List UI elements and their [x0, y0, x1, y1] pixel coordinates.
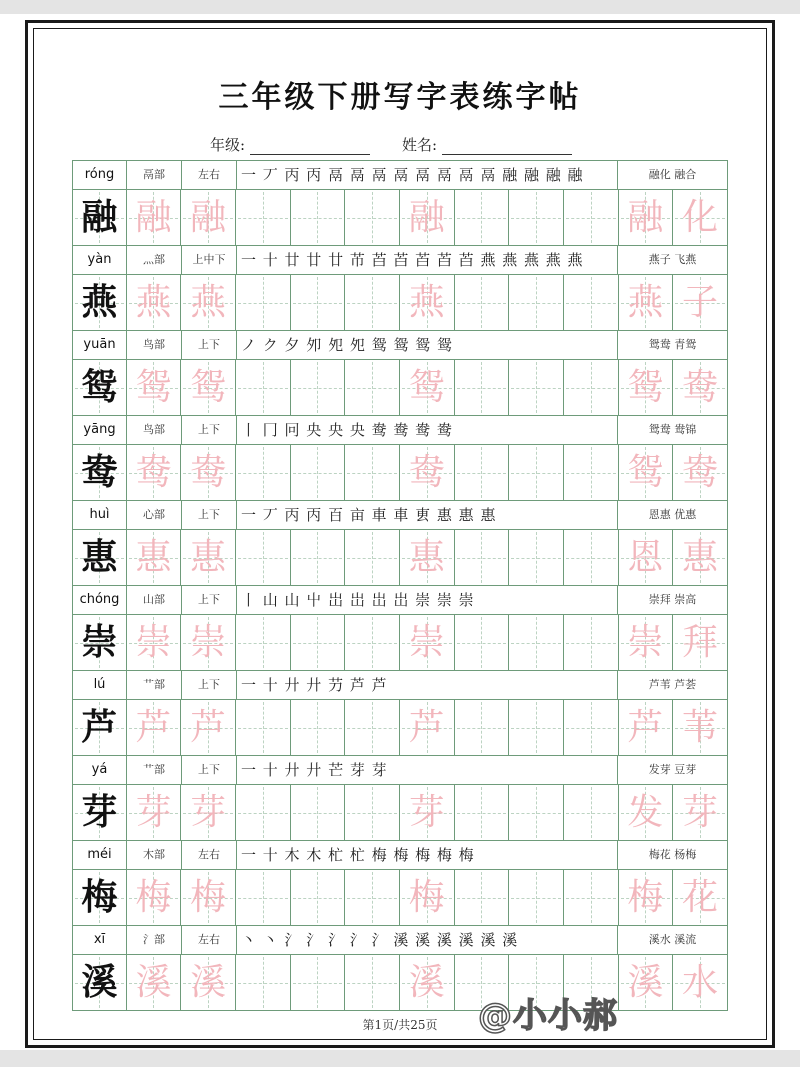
trace-char: 溪	[190, 962, 227, 1003]
blank-practice-cell[interactable]	[236, 700, 291, 755]
blank-practice-cell[interactable]	[509, 615, 564, 670]
stroke-order: 丨 冂 冋 央 央 央 鸯 鸯 鸯 鸯	[237, 416, 618, 444]
blank-practice-cell[interactable]	[455, 360, 510, 415]
radical-label: 灬部	[127, 246, 182, 274]
trace-cell[interactable]	[127, 785, 182, 840]
stroke-order: 丶 丶 氵 氵 氵 氵 氵 溪 溪 溪 溪 溪 溪	[237, 926, 618, 954]
word-trace-cell[interactable]	[673, 530, 728, 585]
trace-char: 燕	[408, 282, 445, 323]
char-info-row	[72, 330, 728, 359]
radical-label: 木部	[127, 841, 182, 869]
radical-label: 艹部	[127, 756, 182, 784]
trace-cell[interactable]	[127, 955, 182, 1010]
trace-char: 溪	[135, 962, 172, 1003]
radical-label: 山部	[127, 586, 182, 614]
trace-cell[interactable]	[400, 275, 455, 330]
trace-char: 燕	[135, 282, 172, 323]
blank-practice-cell[interactable]	[509, 445, 564, 500]
word-trace-cell[interactable]	[673, 700, 728, 755]
writing-row	[72, 614, 728, 670]
blank-practice-cell[interactable]	[236, 360, 291, 415]
char-info-row	[72, 755, 728, 784]
trace-char: 崇	[408, 622, 445, 663]
stroke-order: 一 十 廾 廾 芒 芽 芽	[237, 756, 618, 784]
trace-cell[interactable]	[181, 785, 236, 840]
blank-practice-cell[interactable]	[564, 785, 619, 840]
trace-char: 鸳	[190, 367, 227, 408]
writing-row	[72, 444, 728, 500]
structure-label: 左右	[182, 161, 237, 189]
blank-practice-cell[interactable]	[455, 275, 510, 330]
structure-label: 上下	[182, 671, 237, 699]
char-info-row	[72, 415, 728, 444]
page-title: 三年级下册写字表练字帖	[218, 80, 582, 115]
blank-practice-cell[interactable]	[564, 445, 619, 500]
word-examples: 燕子 飞燕	[618, 246, 728, 274]
trace-cell[interactable]	[181, 530, 236, 585]
blank-practice-cell[interactable]	[345, 615, 400, 670]
blank-practice-cell[interactable]	[564, 700, 619, 755]
trace-char: 鸳	[135, 367, 172, 408]
blank-practice-cell[interactable]	[236, 445, 291, 500]
trace-char: 融	[408, 197, 445, 238]
trace-char: 溪	[408, 962, 445, 1003]
model-char: 燕	[81, 281, 118, 323]
word-examples: 融化 融合	[618, 161, 728, 189]
model-char-cell[interactable]	[72, 955, 127, 1010]
word-trace-cell[interactable]	[619, 785, 674, 840]
pinyin-label: yuān	[72, 331, 127, 359]
word-trace-cell[interactable]	[619, 870, 674, 925]
blank-practice-cell[interactable]	[291, 785, 346, 840]
blank-practice-cell[interactable]	[236, 190, 291, 245]
trace-cell[interactable]	[400, 445, 455, 500]
blank-practice-cell[interactable]	[291, 700, 346, 755]
trace-cell[interactable]	[181, 955, 236, 1010]
word-examples: 崇拜 崇高	[618, 586, 728, 614]
char-info-row	[72, 160, 728, 189]
stroke-order: 一 十 廾 廾 芀 芦 芦	[237, 671, 618, 699]
writing-row	[72, 869, 728, 925]
writing-row	[72, 784, 728, 840]
model-char: 惠	[81, 536, 118, 578]
structure-label: 左右	[182, 841, 237, 869]
writing-row	[72, 529, 728, 585]
radical-label: 氵部	[127, 926, 182, 954]
grade-field	[210, 134, 370, 155]
writing-row	[72, 274, 728, 330]
trace-cell[interactable]	[400, 700, 455, 755]
blank-practice-cell[interactable]	[455, 615, 510, 670]
blank-practice-cell[interactable]	[564, 615, 619, 670]
blank-practice-cell[interactable]	[509, 700, 564, 755]
word-trace-char: 芽	[682, 792, 719, 833]
stroke-order: 一 丆 丙 丙 鬲 鬲 鬲 鬲 鬲 鬲 鬲 鬲 融 融 融 融	[237, 161, 618, 189]
word-trace-cell[interactable]	[619, 955, 674, 1010]
blank-practice-cell[interactable]	[291, 275, 346, 330]
char-info-row	[72, 245, 728, 274]
trace-char: 梅	[135, 877, 172, 918]
pinyin-label: lú	[72, 671, 127, 699]
blank-practice-cell[interactable]	[509, 190, 564, 245]
pinyin-label: yá	[72, 756, 127, 784]
stroke-order: 一 丆 丙 丙 百 亩 車 車 叀 惠 惠 惠	[237, 501, 618, 529]
trace-cell[interactable]	[127, 615, 182, 670]
blank-practice-cell[interactable]	[455, 700, 510, 755]
blank-practice-cell[interactable]	[345, 785, 400, 840]
page-number: 第1页/共25页	[362, 1018, 438, 1032]
word-trace-char: 崇	[627, 622, 664, 663]
blank-practice-cell[interactable]	[455, 530, 510, 585]
word-examples: 芦苇 芦荟	[618, 671, 728, 699]
structure-label: 上下	[182, 586, 237, 614]
radical-label: 心部	[127, 501, 182, 529]
word-trace-cell[interactable]	[673, 445, 728, 500]
trace-cell[interactable]	[127, 700, 182, 755]
word-trace-char: 融	[627, 197, 664, 238]
blank-practice-cell[interactable]	[345, 190, 400, 245]
name-blank	[442, 140, 572, 155]
blank-practice-cell[interactable]	[291, 870, 346, 925]
trace-char: 芦	[408, 707, 445, 748]
blank-practice-cell[interactable]	[345, 955, 400, 1010]
trace-cell[interactable]	[181, 445, 236, 500]
trace-cell[interactable]	[127, 870, 182, 925]
model-char: 芦	[81, 706, 118, 748]
word-trace-cell[interactable]	[673, 615, 728, 670]
stroke-order: 一 十 木 木 杧 杧 梅 梅 梅 梅 梅	[237, 841, 618, 869]
blank-practice-cell[interactable]	[564, 530, 619, 585]
trace-cell[interactable]	[127, 530, 182, 585]
structure-label: 上中下	[182, 246, 237, 274]
blank-practice-cell[interactable]	[291, 360, 346, 415]
model-char: 崇	[81, 621, 118, 663]
blank-practice-cell[interactable]	[564, 275, 619, 330]
trace-cell[interactable]	[181, 700, 236, 755]
blank-practice-cell[interactable]	[345, 275, 400, 330]
pinyin-label: róng	[72, 161, 127, 189]
trace-char: 燕	[190, 282, 227, 323]
char-info-row	[72, 925, 728, 954]
word-trace-char: 子	[682, 282, 719, 323]
stroke-order: 丨 山 山 屮 岀 岀 岀 岀 崇 崇 崇	[237, 586, 618, 614]
model-char-cell[interactable]	[72, 785, 127, 840]
word-trace-char: 发	[627, 792, 664, 833]
word-examples: 鸳鸯 青鸳	[618, 331, 728, 359]
blank-practice-cell[interactable]	[345, 700, 400, 755]
model-char: 溪	[81, 961, 118, 1003]
blank-practice-cell[interactable]	[455, 785, 510, 840]
model-char: 鸯	[81, 451, 118, 493]
word-trace-cell[interactable]	[673, 190, 728, 245]
trace-cell[interactable]	[400, 955, 455, 1010]
blank-practice-cell[interactable]	[236, 785, 291, 840]
char-info-row	[72, 500, 728, 529]
model-char-cell[interactable]	[72, 615, 127, 670]
pinyin-label: xī	[72, 926, 127, 954]
trace-char: 梅	[190, 877, 227, 918]
trace-cell[interactable]	[400, 530, 455, 585]
word-trace-char: 惠	[682, 537, 719, 578]
name-label: 姓名:	[402, 136, 438, 154]
blank-practice-cell[interactable]	[509, 785, 564, 840]
blank-practice-cell[interactable]	[236, 870, 291, 925]
word-trace-cell[interactable]	[673, 870, 728, 925]
radical-label: 鸟部	[127, 331, 182, 359]
model-char: 融	[81, 196, 118, 238]
blank-practice-cell[interactable]	[291, 190, 346, 245]
blank-practice-cell[interactable]	[455, 190, 510, 245]
word-trace-char: 水	[682, 962, 719, 1003]
radical-label: 鬲部	[127, 161, 182, 189]
word-trace-cell[interactable]	[673, 360, 728, 415]
word-trace-char: 拜	[682, 622, 719, 663]
blank-practice-cell[interactable]	[236, 275, 291, 330]
pinyin-label: chóng	[72, 586, 127, 614]
trace-char: 鸯	[408, 452, 445, 493]
word-trace-cell[interactable]	[619, 530, 674, 585]
model-char-cell[interactable]	[72, 445, 127, 500]
word-trace-char: 鸯	[682, 452, 719, 493]
model-char: 梅	[81, 876, 118, 918]
trace-char: 惠	[135, 537, 172, 578]
trace-char: 融	[135, 197, 172, 238]
trace-char: 芽	[408, 792, 445, 833]
trace-cell[interactable]	[400, 190, 455, 245]
blank-practice-cell[interactable]	[564, 190, 619, 245]
writing-row	[72, 699, 728, 755]
grid-bottom-line	[72, 1010, 728, 1011]
word-trace-cell[interactable]	[673, 955, 728, 1010]
model-char-cell[interactable]	[72, 275, 127, 330]
blank-practice-cell[interactable]	[564, 870, 619, 925]
pinyin-label: yàn	[72, 246, 127, 274]
word-trace-cell[interactable]	[619, 190, 674, 245]
trace-char: 芽	[135, 792, 172, 833]
blank-practice-cell[interactable]	[455, 445, 510, 500]
grade-blank	[250, 140, 370, 155]
trace-cell[interactable]	[400, 870, 455, 925]
blank-practice-cell[interactable]	[345, 360, 400, 415]
model-char-cell[interactable]	[72, 700, 127, 755]
trace-char: 崇	[135, 622, 172, 663]
word-trace-char: 恩	[627, 537, 664, 578]
name-field	[402, 134, 572, 155]
structure-label: 上下	[182, 416, 237, 444]
trace-cell[interactable]	[181, 615, 236, 670]
writing-row	[72, 954, 728, 1010]
word-trace-cell[interactable]	[673, 275, 728, 330]
word-trace-cell[interactable]	[619, 360, 674, 415]
word-trace-cell[interactable]	[619, 275, 674, 330]
stroke-order: ノ ク 夕 夘 夗 夗 鸳 鸳 鸳 鸳	[237, 331, 618, 359]
word-trace-char: 苇	[682, 707, 719, 748]
writing-row	[72, 359, 728, 415]
word-trace-cell[interactable]	[619, 700, 674, 755]
pinyin-label: huì	[72, 501, 127, 529]
word-trace-char: 鸳	[627, 452, 664, 493]
blank-practice-cell[interactable]	[509, 275, 564, 330]
trace-char: 惠	[190, 537, 227, 578]
structure-label: 上下	[182, 501, 237, 529]
blank-practice-cell[interactable]	[509, 530, 564, 585]
trace-char: 鸳	[408, 367, 445, 408]
structure-label: 上下	[182, 331, 237, 359]
blank-practice-cell[interactable]	[236, 955, 291, 1010]
trace-char: 芦	[190, 707, 227, 748]
char-info-row	[72, 670, 728, 699]
trace-cell[interactable]	[127, 360, 182, 415]
blank-practice-cell[interactable]	[345, 870, 400, 925]
trace-cell[interactable]	[127, 190, 182, 245]
stroke-order: 一 十 廿 廿 廿 芇 苩 苩 苩 苩 苩 燕 燕 燕 燕 燕	[237, 246, 618, 274]
word-trace-cell[interactable]	[619, 615, 674, 670]
model-char: 鸳	[81, 366, 118, 408]
model-char-cell[interactable]	[72, 190, 127, 245]
trace-cell[interactable]	[181, 360, 236, 415]
practice-grid	[72, 160, 728, 1011]
trace-char: 芦	[135, 707, 172, 748]
pinyin-label: yāng	[72, 416, 127, 444]
structure-label: 左右	[182, 926, 237, 954]
watermark: @小小郝	[478, 996, 618, 1036]
radical-label: 艹部	[127, 671, 182, 699]
trace-cell[interactable]	[400, 615, 455, 670]
trace-cell[interactable]	[181, 190, 236, 245]
blank-practice-cell[interactable]	[345, 445, 400, 500]
word-examples: 发芽 豆芽	[618, 756, 728, 784]
model-char: 芽	[81, 791, 118, 833]
word-trace-char: 芦	[627, 707, 664, 748]
trace-char: 融	[190, 197, 227, 238]
word-trace-cell[interactable]	[619, 445, 674, 500]
trace-cell[interactable]	[181, 275, 236, 330]
radical-label: 鸟部	[127, 416, 182, 444]
char-info-row	[72, 585, 728, 614]
trace-char: 鸯	[135, 452, 172, 493]
blank-practice-cell[interactable]	[291, 615, 346, 670]
trace-char: 梅	[408, 877, 445, 918]
grade-label: 年级:	[210, 136, 246, 154]
word-trace-char: 燕	[627, 282, 664, 323]
blank-practice-cell[interactable]	[236, 615, 291, 670]
word-trace-char: 鸳	[627, 367, 664, 408]
blank-practice-cell[interactable]	[236, 530, 291, 585]
writing-row	[72, 189, 728, 245]
model-char-cell[interactable]	[72, 530, 127, 585]
pinyin-label: méi	[72, 841, 127, 869]
model-char-cell[interactable]	[72, 360, 127, 415]
trace-char: 崇	[190, 622, 227, 663]
model-char-cell[interactable]	[72, 870, 127, 925]
trace-cell[interactable]	[181, 870, 236, 925]
word-examples: 梅花 杨梅	[618, 841, 728, 869]
trace-cell[interactable]	[400, 785, 455, 840]
trace-cell[interactable]	[400, 360, 455, 415]
word-examples: 鸳鸯 鸯锦	[618, 416, 728, 444]
trace-char: 惠	[408, 537, 445, 578]
char-info-row	[72, 840, 728, 869]
blank-practice-cell[interactable]	[564, 360, 619, 415]
word-trace-char: 化	[682, 197, 719, 238]
blank-practice-cell[interactable]	[291, 445, 346, 500]
blank-practice-cell[interactable]	[345, 530, 400, 585]
word-trace-cell[interactable]	[673, 785, 728, 840]
trace-char: 芽	[190, 792, 227, 833]
blank-practice-cell[interactable]	[291, 955, 346, 1010]
word-trace-char: 溪	[627, 962, 664, 1003]
blank-practice-cell[interactable]	[291, 530, 346, 585]
word-trace-char: 花	[682, 877, 719, 918]
word-examples: 溪水 溪流	[618, 926, 728, 954]
blank-practice-cell[interactable]	[509, 360, 564, 415]
blank-practice-cell[interactable]	[455, 870, 510, 925]
trace-char: 鸯	[190, 452, 227, 493]
trace-cell[interactable]	[127, 445, 182, 500]
trace-cell[interactable]	[127, 275, 182, 330]
word-trace-char: 梅	[627, 877, 664, 918]
structure-label: 上下	[182, 756, 237, 784]
word-trace-char: 鸯	[682, 367, 719, 408]
blank-practice-cell[interactable]	[509, 870, 564, 925]
word-examples: 恩惠 优惠	[618, 501, 728, 529]
